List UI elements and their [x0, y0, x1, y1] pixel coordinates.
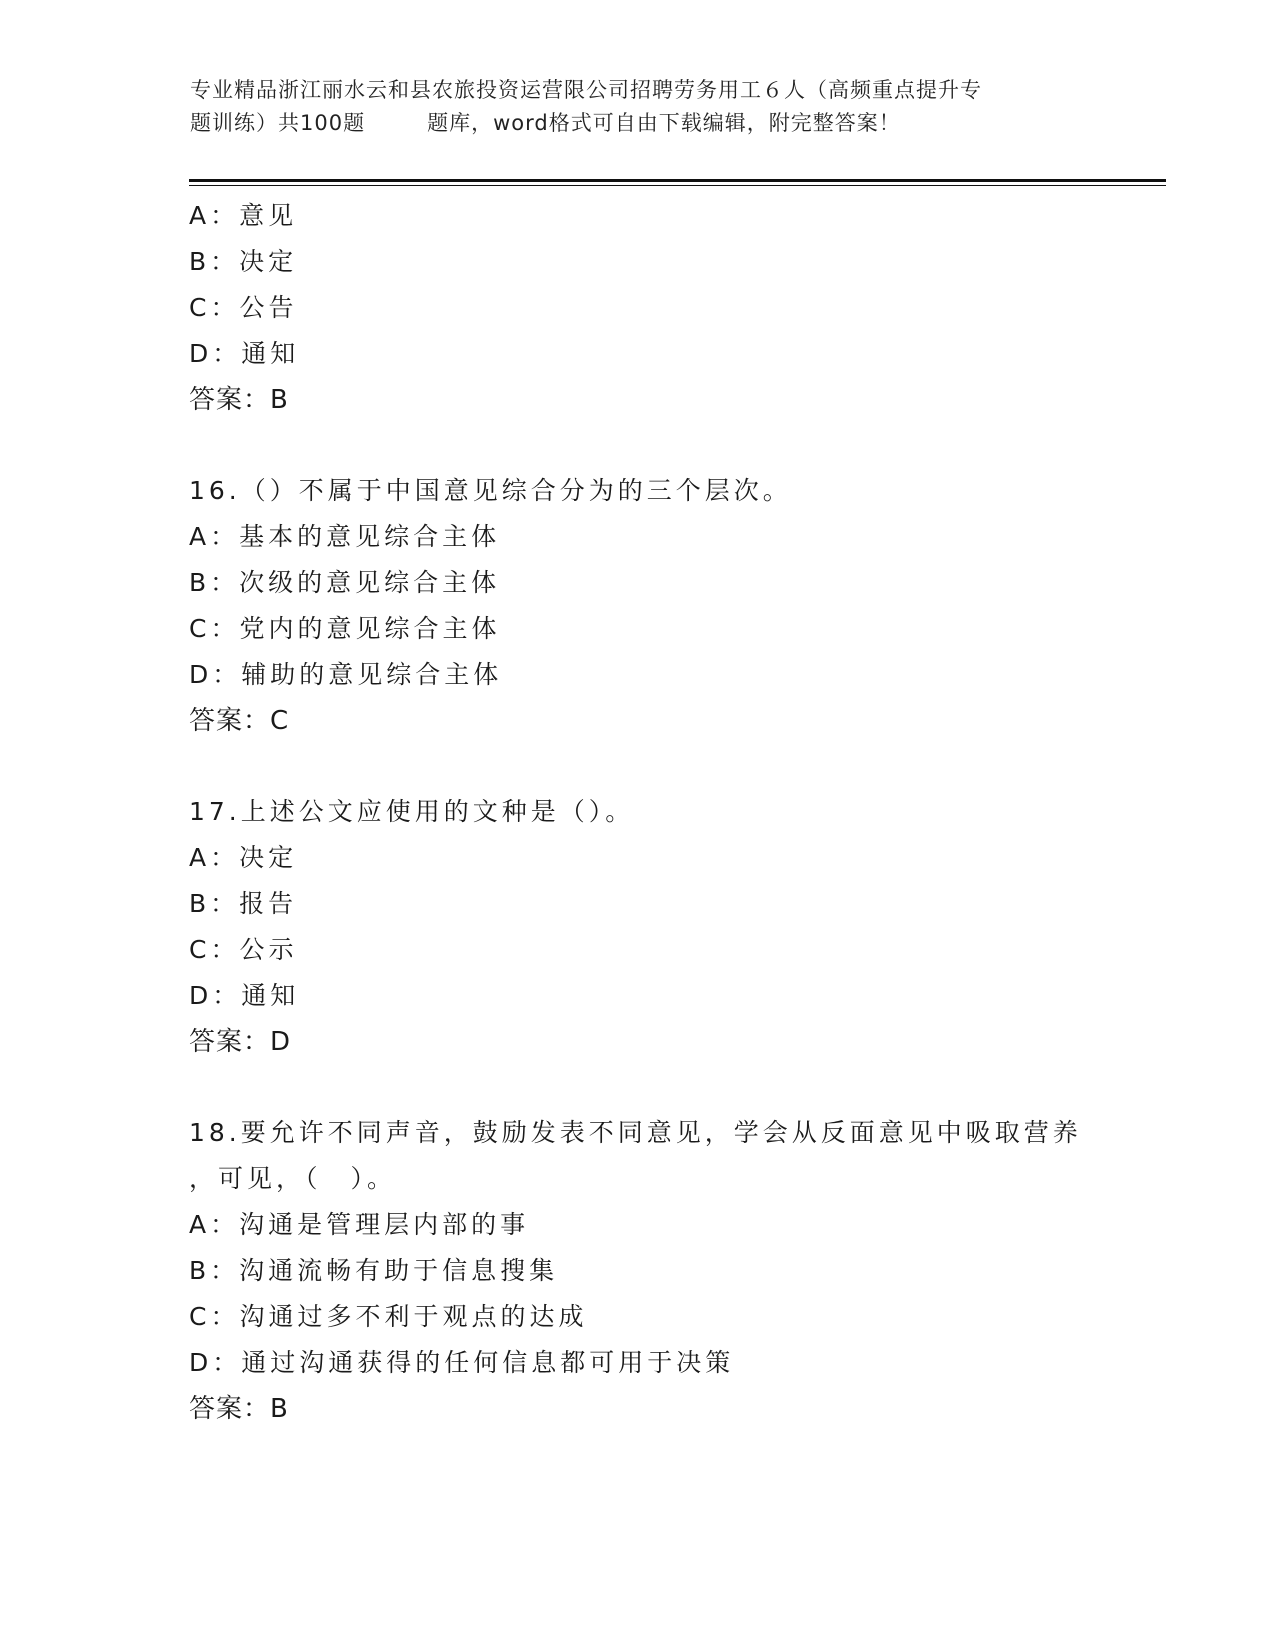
question-stem: 16.（）不属于中国意见综合分为的三个层次。	[189, 476, 792, 505]
header-title-part1: 题训练）共100题	[190, 111, 366, 135]
question-spacer	[189, 423, 1109, 468]
question-18	[189, 1110, 1109, 1432]
option-b: B：报告	[189, 889, 298, 918]
header-title-line1: 专业精品浙江丽水云和县农旅投资运营限公司招聘劳务用工６人（高频重点提升专	[190, 78, 982, 102]
option-a: A：沟通是管理层内部的事	[189, 1210, 530, 1239]
answer-text: 答案：B	[189, 1394, 289, 1424]
option-b: B：次级的意见综合主体	[189, 568, 501, 597]
option-b: B：决定	[189, 247, 298, 276]
question-17	[189, 789, 1109, 1065]
option-d: D：通知	[189, 981, 300, 1010]
document-header	[190, 74, 1090, 140]
option-c: C：公示	[189, 935, 298, 964]
option-d: D：通知	[189, 339, 300, 368]
question-spacer	[189, 1065, 1109, 1110]
question-stem-line2: ，可见，（ ）。	[189, 1164, 397, 1193]
header-divider-thick	[189, 179, 1166, 182]
option-b: B：沟通流畅有助于信息搜集	[189, 1256, 559, 1285]
option-c: C：党内的意见综合主体	[189, 614, 501, 643]
question-spacer	[189, 744, 1109, 789]
question-16	[189, 468, 1109, 744]
option-c: C：公告	[189, 293, 298, 322]
option-d: D：辅助的意见综合主体	[189, 660, 503, 689]
header-divider-thin	[189, 185, 1166, 186]
option-c: C：沟通过多不利于观点的达成	[189, 1302, 588, 1331]
answer-text: 答案：D	[189, 1027, 292, 1057]
option-a: A：基本的意见综合主体	[189, 522, 501, 551]
header-title-part2: 题库，word格式可自由下载编辑，附完整答案！	[427, 111, 901, 135]
question-stem-line1: 18.要允许不同声音，鼓励发表不同意见，学会从反面意见中吸取营养	[189, 1118, 1082, 1147]
question-15	[189, 193, 1109, 423]
question-stem: 17.上述公文应使用的文种是（）。	[189, 797, 635, 826]
option-d: D：通过沟通获得的任何信息都可用于决策	[189, 1348, 735, 1377]
answer-text: 答案：C	[189, 706, 290, 736]
question-list	[189, 193, 1109, 1432]
option-a: A：意见	[189, 201, 298, 230]
answer-text: 答案：B	[189, 385, 289, 415]
option-a: A：决定	[189, 843, 298, 872]
header-title-line2	[190, 107, 1090, 140]
